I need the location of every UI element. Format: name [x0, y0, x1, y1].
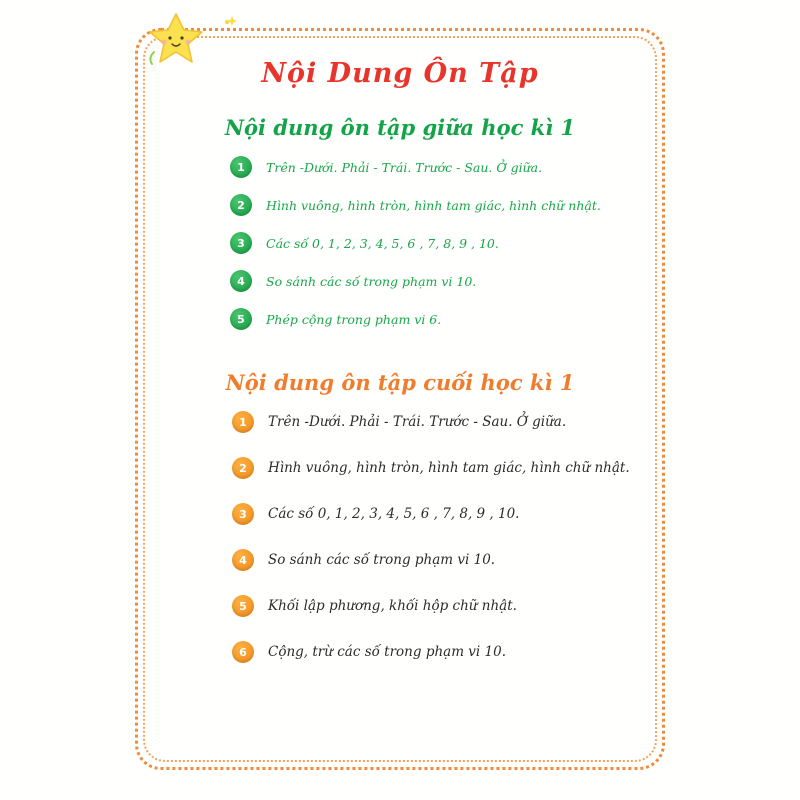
item-text: Hình vuông, hình tròn, hình tam giác, hình chữ nhật. — [266, 197, 601, 213]
list-item — [160, 270, 640, 292]
item-text: Phép cộng trong phạm vi 6. — [266, 311, 442, 327]
item-text: So sánh các số trong phạm vi 10. — [268, 551, 496, 568]
item-number-badge: 2 — [232, 457, 254, 479]
item-number-badge: 1 — [232, 411, 254, 433]
list-item — [160, 411, 640, 433]
item-number-badge: 3 — [232, 503, 254, 525]
item-number-badge: 5 — [230, 308, 252, 330]
list-item — [160, 156, 640, 178]
item-text: So sánh các số trong phạm vi 10. — [266, 273, 477, 289]
section-final — [160, 370, 640, 663]
item-text: Khối lập phương, khối hộp chữ nhật. — [268, 597, 517, 614]
item-number-badge: 6 — [232, 641, 254, 663]
list-item — [160, 308, 640, 330]
item-text: Các số 0, 1, 2, 3, 4, 5, 6 , 7, 8, 9 , 10. — [266, 235, 499, 251]
item-number-badge: 3 — [230, 232, 252, 254]
item-text: Hình vuông, hình tròn, hình tam giác, hình chữ nhật. — [268, 459, 630, 476]
list-item — [160, 194, 640, 216]
page-title: Nội Dung Ôn Tập — [261, 58, 539, 89]
item-number-badge: 1 — [230, 156, 252, 178]
section-title-final: Nội dung ôn tập cuối học kì 1 — [225, 370, 575, 395]
list-item — [160, 457, 640, 479]
list-item — [160, 232, 640, 254]
list-item — [160, 595, 640, 617]
list-item — [160, 641, 640, 663]
item-number-badge: 2 — [230, 194, 252, 216]
document-content — [160, 38, 640, 758]
section-midterm — [160, 115, 640, 330]
item-text: Trên -Dưới. Phải - Trái. Trước - Sau. Ở giữa. — [266, 159, 543, 175]
item-text: Cộng, trừ các số trong phạm vi 10. — [268, 643, 506, 660]
list-item — [160, 503, 640, 525]
item-number-badge: 4 — [230, 270, 252, 292]
section-title-midterm: Nội dung ôn tập giữa học kì 1 — [224, 115, 576, 140]
item-text: Trên -Dưới. Phải - Trái. Trước - Sau. Ở giữa. — [268, 413, 567, 430]
list-item — [160, 549, 640, 571]
item-number-badge: 5 — [232, 595, 254, 617]
item-number-badge: 4 — [232, 549, 254, 571]
item-text: Các số 0, 1, 2, 3, 4, 5, 6 , 7, 8, 9 , 10. — [268, 505, 520, 522]
